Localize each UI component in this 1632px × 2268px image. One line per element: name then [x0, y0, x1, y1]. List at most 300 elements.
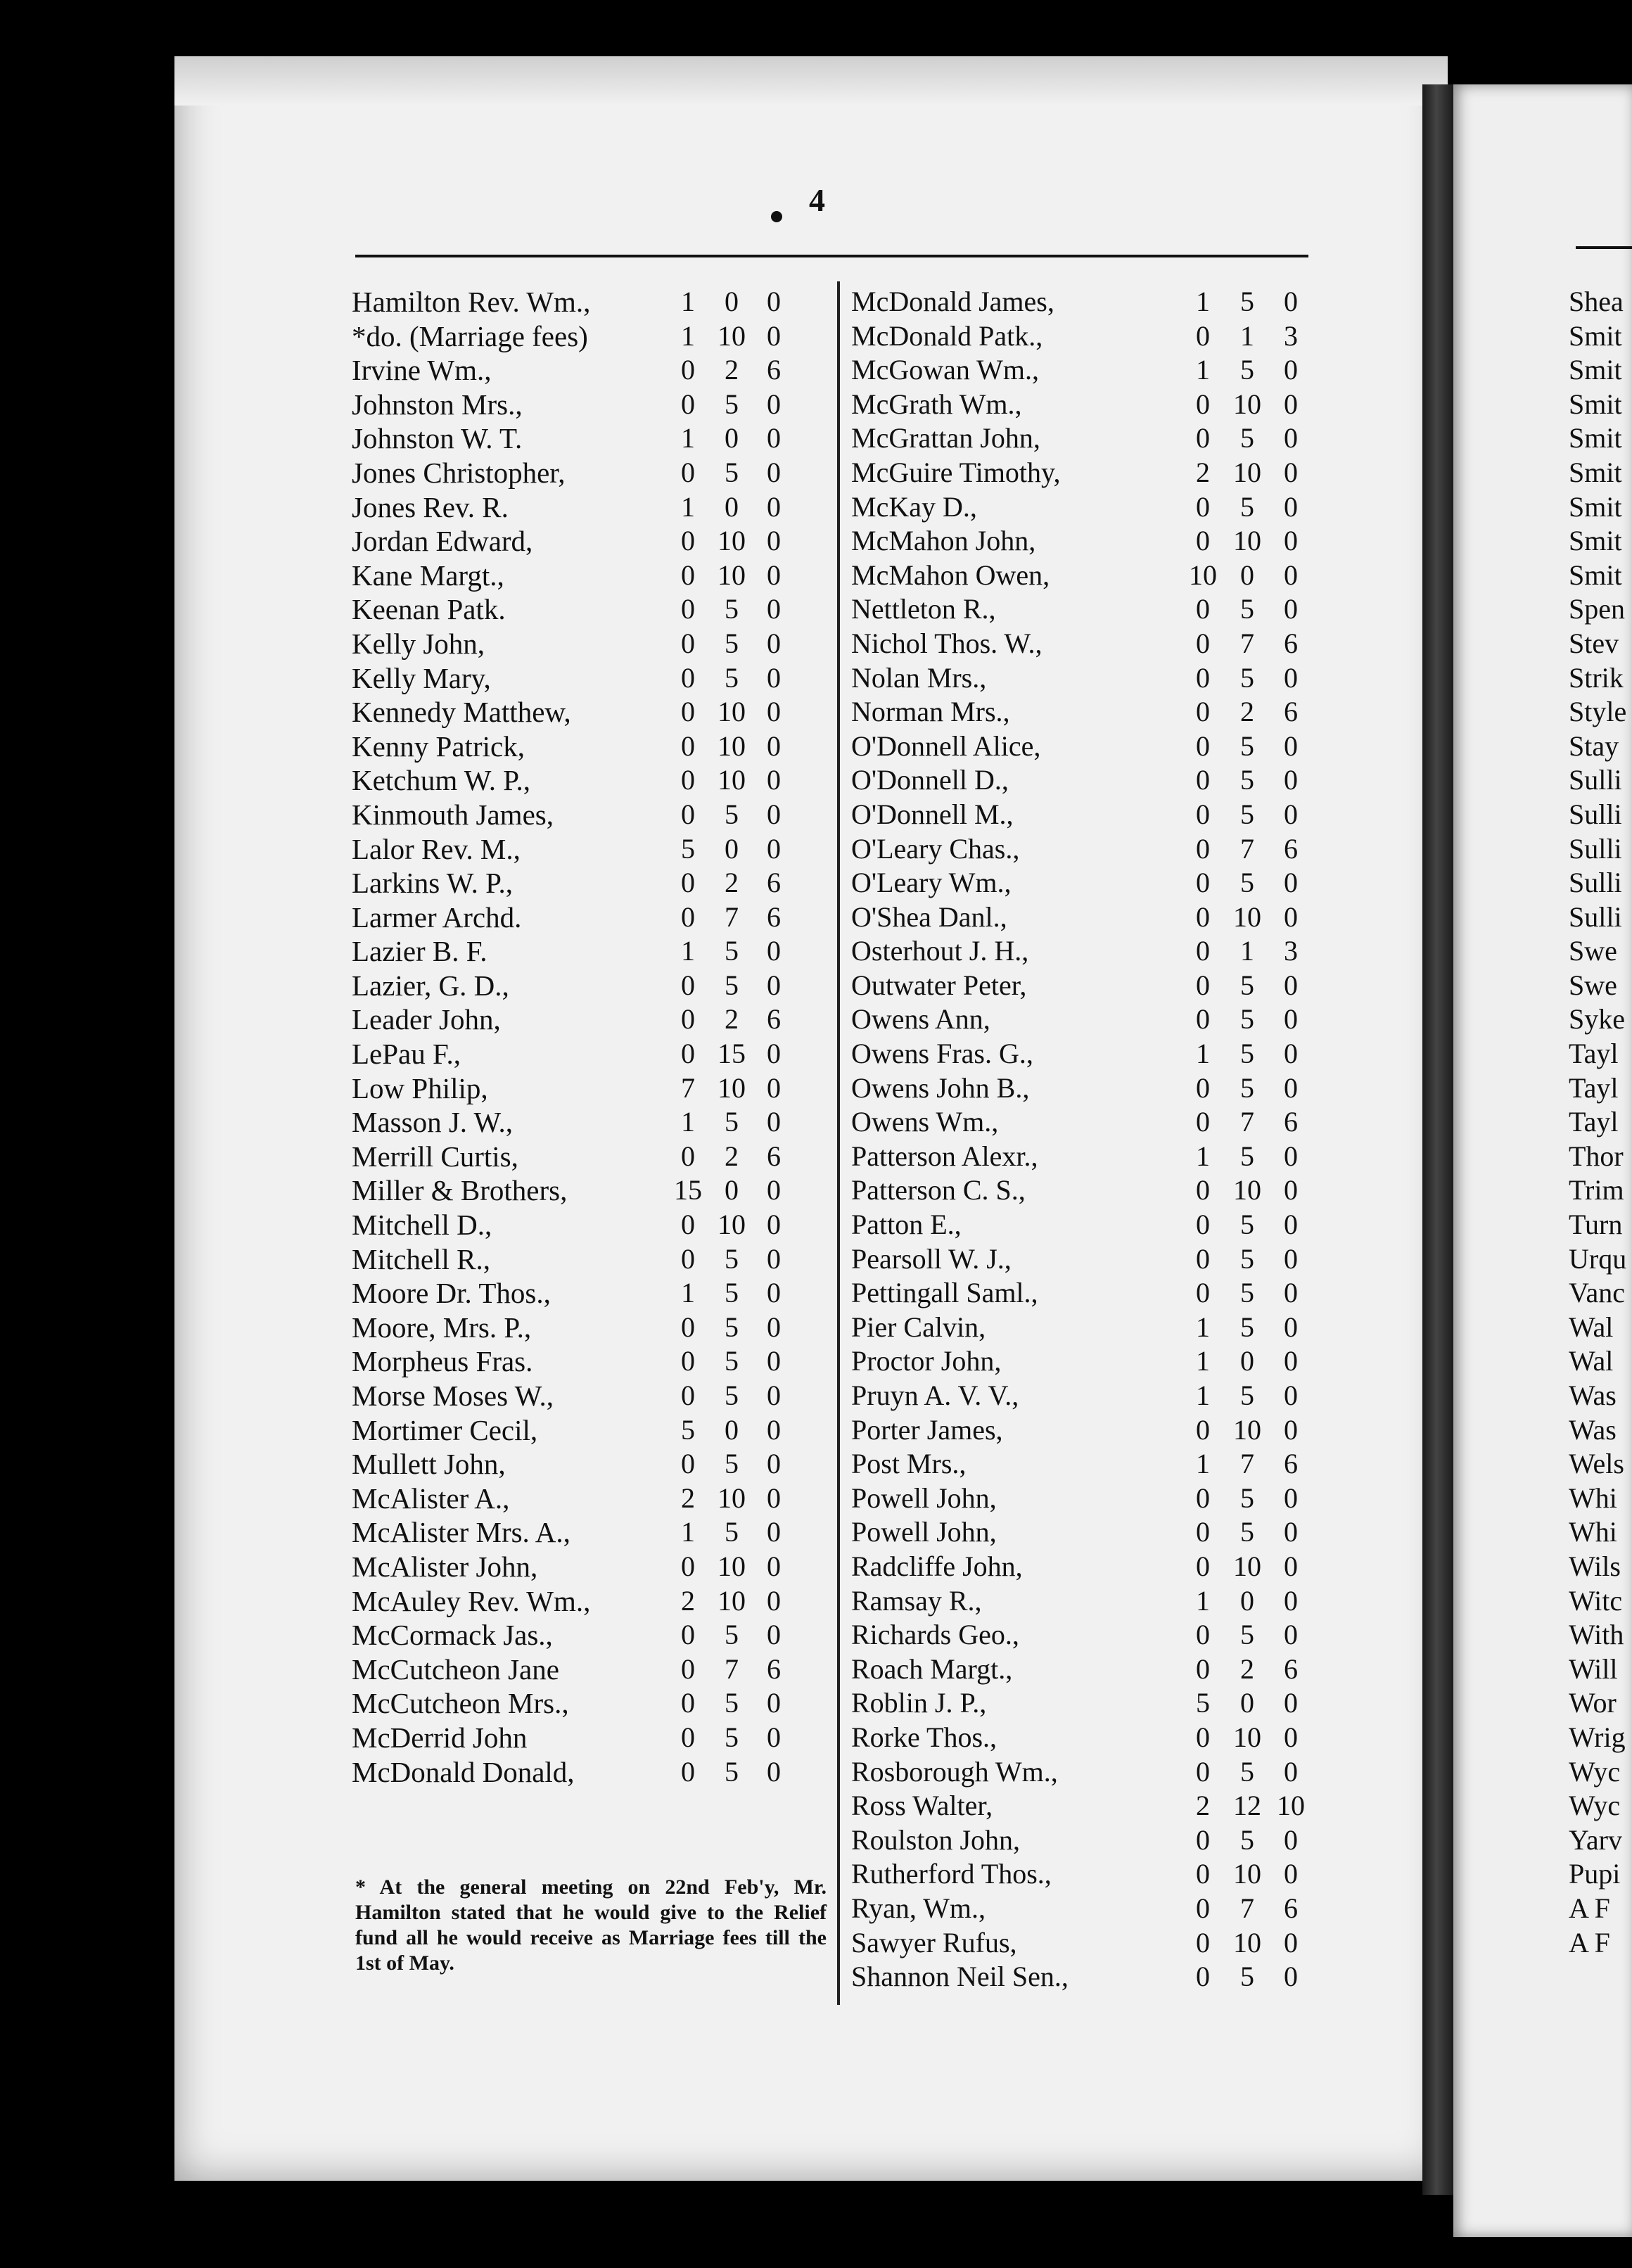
amount-pence: 6: [1284, 1106, 1298, 1138]
subscriber-name: Rosborough Wm.,: [851, 1755, 1058, 1788]
amount-pounds: 1: [1196, 1311, 1210, 1343]
amount-pence: 0: [1284, 1926, 1298, 1958]
amount-shillings: 5: [725, 1345, 739, 1377]
amount-pounds: 0: [1196, 832, 1210, 865]
amount-shillings: 5: [725, 1380, 739, 1411]
adjacent-page-fragment: Wyc: [1569, 1790, 1621, 1822]
amount-pounds: 0: [1196, 422, 1210, 454]
amount-pence: 0: [767, 627, 781, 659]
amount-pounds: 0: [681, 1380, 695, 1411]
amount-pence: 6: [1284, 1892, 1298, 1924]
amount-pounds: 1: [1196, 1584, 1210, 1617]
amount-shillings: 10: [1233, 1926, 1261, 1958]
adjacent-page-fragment: Will: [1569, 1652, 1618, 1685]
subscriber-name: Irvine Wm.,: [352, 354, 492, 387]
subscriber-name: McCormack Jas.,: [352, 1619, 553, 1652]
amount-pence: 6: [1284, 627, 1298, 659]
amount-pence: 0: [1284, 661, 1298, 694]
amount-pence: 6: [767, 1140, 781, 1172]
subscriber-name: Pettingall Saml.,: [851, 1277, 1038, 1309]
amount-pence: 0: [767, 1345, 781, 1377]
subscriber-name: Outwater Peter,: [851, 969, 1027, 1001]
amount-pounds: 0: [681, 559, 695, 591]
amount-pounds: 0: [1196, 1277, 1210, 1309]
amount-shillings: 2: [725, 867, 739, 899]
amount-pounds: 1: [1196, 1380, 1210, 1411]
adjacent-page-fragment: A F: [1569, 1892, 1610, 1924]
amount-shillings: 5: [725, 1619, 739, 1651]
amount-pounds: 5: [681, 832, 695, 865]
amount-shillings: 5: [1240, 422, 1254, 454]
subscriber-name: Kennedy Matthew,: [352, 696, 571, 729]
amount-shillings: 10: [718, 764, 746, 796]
adjacent-page-fragment: Witc: [1569, 1584, 1623, 1617]
amount-shillings: 5: [725, 1311, 739, 1343]
amount-shillings: 10: [718, 525, 746, 557]
amount-pence: 0: [767, 1687, 781, 1719]
amount-pence: 0: [1284, 1038, 1298, 1070]
amount-pounds: 1: [1196, 286, 1210, 317]
amount-pounds: 0: [1196, 1242, 1210, 1275]
amount-shillings: 5: [1240, 1242, 1254, 1275]
amount-pence: 0: [767, 1755, 781, 1788]
adjacent-page-fragment: Trim: [1569, 1174, 1624, 1206]
amount-shillings: 5: [1240, 661, 1254, 694]
ink-dot: [771, 211, 782, 222]
adjacent-page-fragment: Whi: [1569, 1482, 1617, 1514]
adjacent-page-fragment: Smit: [1569, 559, 1622, 591]
amount-shillings: 10: [718, 559, 746, 591]
adjacent-page-fragment: Urqu: [1569, 1242, 1627, 1275]
amount-pence: 0: [767, 388, 781, 420]
amount-pence: 0: [767, 969, 781, 1001]
amount-pounds: 0: [1196, 867, 1210, 899]
amount-pounds: 0: [681, 1721, 695, 1753]
amount-pounds: 0: [1196, 1516, 1210, 1548]
subscriber-name: Pearsoll W. J.,: [851, 1242, 1012, 1275]
subscriber-name: Pruyn A. V. V.,: [851, 1380, 1019, 1411]
subscriber-name: Richards Geo.,: [851, 1619, 1019, 1651]
adjacent-page-fragment: Sulli: [1569, 798, 1622, 830]
amount-pence: 0: [767, 764, 781, 796]
amount-pence: 0: [1284, 1584, 1298, 1617]
subscriber-name: Ramsay R.,: [851, 1584, 982, 1617]
subscriber-name: McAlister A.,: [352, 1482, 510, 1515]
amount-shillings: 5: [1240, 1003, 1254, 1036]
adjacent-page-fragment: Was: [1569, 1413, 1617, 1446]
footnote: * At the general meeting on 22nd Feb'y, Mr. Hamilton stated that he would give to the Relief fund all he would receive as Marriage fees till the 1st of May.: [355, 1875, 827, 1975]
amount-pence: 0: [1284, 764, 1298, 796]
amount-pence: 0: [1284, 1071, 1298, 1104]
amount-pence: 6: [767, 1652, 781, 1685]
amount-pounds: 0: [681, 900, 695, 933]
adjacent-page-fragment: Sulli: [1569, 867, 1622, 899]
subscriber-name: Owens John B.,: [851, 1071, 1030, 1104]
amount-pounds: 0: [1196, 593, 1210, 625]
subscriber-name: Osterhout J. H.,: [851, 935, 1029, 967]
subscriber-name: Johnston Mrs.,: [352, 388, 523, 421]
amount-pence: 0: [767, 935, 781, 967]
amount-pounds: 0: [681, 456, 695, 488]
amount-shillings: 5: [1240, 969, 1254, 1001]
amount-pounds: 0: [1196, 696, 1210, 728]
amount-shillings: 5: [1240, 1516, 1254, 1548]
amount-pounds: 1: [681, 1277, 695, 1309]
amount-pence: 6: [767, 867, 781, 899]
adjacent-page-fragment: Syke: [1569, 1003, 1625, 1036]
subscriber-name: Morpheus Fras.: [352, 1345, 533, 1378]
adjacent-page-fragment: Strik: [1569, 661, 1624, 694]
amount-pounds: 2: [681, 1584, 695, 1617]
subscriber-name: Jones Rev. R.: [352, 490, 509, 523]
amount-pounds: 0: [681, 1345, 695, 1377]
subscriber-name: McKay D.,: [851, 490, 977, 523]
amount-pence: 0: [767, 1584, 781, 1617]
subscriber-name: Lalor Rev. M.,: [352, 832, 521, 865]
amount-shillings: 5: [1240, 1755, 1254, 1788]
amount-pounds: 0: [681, 661, 695, 694]
subscriber-name: Kinmouth James,: [352, 798, 554, 831]
amount-pounds: 0: [1196, 1926, 1210, 1958]
amount-pounds: 0: [1196, 1174, 1210, 1206]
amount-shillings: 0: [1240, 1584, 1254, 1617]
amount-pence: 0: [1284, 559, 1298, 591]
amount-shillings: 10: [718, 1209, 746, 1241]
subscriber-name: LePau F.,: [352, 1038, 461, 1071]
amount-pounds: 0: [681, 764, 695, 796]
amount-pence: 0: [767, 1209, 781, 1241]
amount-shillings: 7: [1240, 1892, 1254, 1924]
amount-pence: 0: [767, 319, 781, 352]
subscriber-name: O'Shea Danl.,: [851, 900, 1007, 933]
amount-pounds: 0: [1196, 1823, 1210, 1856]
amount-pence: 6: [767, 900, 781, 933]
amount-pence: 0: [1284, 1721, 1298, 1753]
adjacent-page-fragment: Wrig: [1569, 1721, 1626, 1753]
adjacent-page-fragment: Thor: [1569, 1140, 1624, 1172]
amount-shillings: 5: [725, 593, 739, 625]
amount-pounds: 1: [681, 319, 695, 352]
amount-pounds: 0: [681, 1311, 695, 1343]
header-rule: [355, 255, 1308, 257]
adjacent-page-fragment: Vanc: [1569, 1277, 1625, 1309]
amount-shillings: 5: [1240, 1071, 1254, 1104]
subscriber-name: O'Donnell Alice,: [851, 730, 1041, 762]
amount-shillings: 5: [1240, 1038, 1254, 1070]
subscriber-name: Leader John,: [352, 1003, 501, 1036]
amount-shillings: 5: [1240, 354, 1254, 386]
amount-pence: 0: [1284, 1277, 1298, 1309]
amount-pence: 0: [1284, 422, 1298, 454]
amount-shillings: 5: [725, 1755, 739, 1788]
amount-pounds: 0: [1196, 935, 1210, 967]
amount-pounds: 0: [681, 798, 695, 830]
amount-shillings: 5: [725, 1516, 739, 1548]
subscriber-name: Mitchell D.,: [352, 1209, 492, 1242]
amount-pence: 0: [1284, 1413, 1298, 1446]
adjacent-page-fragment: Stev: [1569, 627, 1619, 659]
amount-pounds: 0: [1196, 1619, 1210, 1651]
amount-pence: 0: [767, 593, 781, 625]
adjacent-page-fragment: Tayl: [1569, 1071, 1619, 1104]
adjacent-page-fragment: Smit: [1569, 388, 1622, 420]
amount-pounds: 0: [681, 730, 695, 762]
amount-pence: 0: [1284, 1619, 1298, 1651]
subscriber-name: Merrill Curtis,: [352, 1140, 518, 1173]
amount-pounds: 0: [1196, 1550, 1210, 1582]
amount-pence: 0: [1284, 1209, 1298, 1241]
amount-shillings: 5: [1240, 867, 1254, 899]
amount-shillings: 7: [1240, 1448, 1254, 1480]
amount-pounds: 0: [1196, 1858, 1210, 1890]
amount-shillings: 10: [1233, 1174, 1261, 1206]
amount-shillings: 0: [725, 490, 739, 523]
amount-shillings: 7: [1240, 1106, 1254, 1138]
amount-pounds: 0: [681, 1003, 695, 1036]
subscriber-name: Radcliffe John,: [851, 1550, 1023, 1582]
amount-pence: 0: [767, 1413, 781, 1446]
subscriber-name: Keenan Patk.: [352, 593, 506, 626]
adjacent-page-fragment: Smit: [1569, 354, 1622, 386]
adjacent-page-fragment: Smit: [1569, 456, 1622, 488]
amount-pounds: 1: [1196, 1140, 1210, 1172]
amount-pence: 0: [1284, 798, 1298, 830]
adjacent-page-text: [1569, 285, 1632, 1960]
amount-shillings: 7: [725, 1652, 739, 1685]
amount-pounds: 7: [681, 1071, 695, 1104]
amount-pence: 0: [767, 696, 781, 728]
subscriber-name: Mortimer Cecil,: [352, 1413, 538, 1446]
amount-pence: 0: [1284, 900, 1298, 933]
amount-pence: 0: [767, 1071, 781, 1104]
subscriber-name: Powell John,: [851, 1482, 997, 1514]
amount-pence: 0: [767, 1550, 781, 1582]
amount-shillings: 0: [725, 1413, 739, 1446]
amount-pounds: 0: [1196, 490, 1210, 523]
adjacent-page-fragment: Wal: [1569, 1345, 1614, 1377]
amount-shillings: 0: [725, 422, 739, 454]
subscriber-name: Nettleton R.,: [851, 593, 996, 625]
amount-pounds: 0: [1196, 1721, 1210, 1753]
amount-pence: 0: [1284, 867, 1298, 899]
subscriber-name: Rutherford Thos.,: [851, 1858, 1052, 1890]
subscriber-name: O'Donnell M.,: [851, 798, 1014, 830]
subscriber-name: O'Leary Wm.,: [851, 867, 1012, 899]
subscriber-name: McDerrid John: [352, 1721, 528, 1754]
amount-pounds: 0: [1196, 1961, 1210, 1993]
subscriber-name: Roblin J. P.,: [851, 1687, 987, 1719]
amount-shillings: 5: [725, 627, 739, 659]
adjacent-page-fragment: Sulli: [1569, 764, 1622, 796]
amount-pence: 0: [1284, 1174, 1298, 1206]
amount-pounds: 0: [1196, 525, 1210, 557]
amount-shillings: 10: [1233, 1858, 1261, 1890]
amount-shillings: 0: [725, 286, 739, 317]
subscriber-name: McAuley Rev. Wm.,: [352, 1584, 591, 1617]
adjacent-page-fragment: Style: [1569, 696, 1627, 728]
amount-pounds: 1: [1196, 1345, 1210, 1377]
amount-shillings: 10: [718, 1550, 746, 1582]
amount-pounds: 5: [681, 1413, 695, 1446]
subscriber-name: McDonald James,: [851, 286, 1054, 317]
amount-pence: 0: [767, 832, 781, 865]
amount-pounds: 0: [681, 1242, 695, 1275]
amount-shillings: 2: [725, 1003, 739, 1036]
adjacent-page-fragment: Yarv: [1569, 1823, 1622, 1856]
amount-pence: 0: [767, 1106, 781, 1138]
amount-pence: 6: [1284, 1652, 1298, 1685]
amount-pounds: 0: [681, 1209, 695, 1241]
adjacent-page-rule: [1576, 246, 1632, 249]
amount-shillings: 5: [1240, 1311, 1254, 1343]
amount-shillings: 10: [1233, 1721, 1261, 1753]
amount-shillings: 2: [1240, 696, 1254, 728]
subscriber-name: Patterson C. S.,: [851, 1174, 1026, 1206]
adjacent-page-fragment: Sulli: [1569, 832, 1622, 865]
subscriber-name: Larmer Archd.: [352, 900, 522, 934]
subscriber-name: Shannon Neil Sen.,: [851, 1961, 1069, 1993]
adjacent-page-fragment: A F: [1569, 1926, 1610, 1958]
amount-pence: 0: [1284, 1345, 1298, 1377]
amount-pounds: 0: [1196, 764, 1210, 796]
amount-pounds: 0: [681, 593, 695, 625]
subscriber-name: Nichol Thos. W.,: [851, 627, 1043, 659]
amount-shillings: 5: [725, 1721, 739, 1753]
amount-shillings: 5: [1240, 1209, 1254, 1241]
amount-pounds: 10: [1189, 559, 1217, 591]
amount-pence: 0: [767, 661, 781, 694]
adjacent-page-fragment: Wal: [1569, 1311, 1614, 1343]
amount-pence: 0: [1284, 969, 1298, 1001]
subscriber-name: Roulston John,: [851, 1823, 1021, 1856]
amount-pounds: 1: [1196, 1038, 1210, 1070]
adjacent-page-fragment: Tayl: [1569, 1038, 1619, 1070]
adjacent-page-fragment: Shea: [1569, 286, 1624, 317]
amount-shillings: 0: [1240, 1687, 1254, 1719]
adjacent-page-fragment: Turn: [1569, 1209, 1623, 1241]
amount-shillings: 5: [1240, 1961, 1254, 1993]
subscriber-name: McGrath Wm.,: [851, 388, 1022, 420]
subscriber-name: Masson J. W.,: [352, 1106, 513, 1139]
amount-shillings: 5: [725, 1106, 739, 1138]
subscriber-name: Lazier B. F.: [352, 935, 487, 968]
adjacent-page-fragment: Wor: [1569, 1687, 1617, 1719]
amount-pence: 0: [767, 798, 781, 830]
amount-pence: 10: [1277, 1790, 1305, 1822]
subscriber-name: McAlister Mrs. A.,: [352, 1516, 570, 1549]
subscriber-name: Moore Dr. Thos.,: [352, 1277, 551, 1310]
amount-shillings: 10: [718, 696, 746, 728]
subscriber-name: Ryan, Wm.,: [851, 1892, 986, 1924]
amount-pounds: 0: [681, 1687, 695, 1719]
amount-pounds: 0: [1196, 1003, 1210, 1036]
subscriber-name: McDonald Donald,: [352, 1755, 575, 1788]
amount-pounds: 0: [681, 1550, 695, 1582]
amount-shillings: 5: [1240, 490, 1254, 523]
amount-shillings: 5: [1240, 1823, 1254, 1856]
amount-pence: 0: [1284, 1380, 1298, 1411]
amount-pence: 0: [1284, 1140, 1298, 1172]
amount-pence: 0: [1284, 525, 1298, 557]
amount-pence: 0: [1284, 1755, 1298, 1788]
subscriber-name: McGowan Wm.,: [851, 354, 1039, 386]
subscriber-name: Roach Margt.,: [851, 1652, 1013, 1685]
subscriber-name: Ketchum W. P.,: [352, 764, 530, 797]
adjacent-page-fragment: Smit: [1569, 319, 1622, 352]
subscriber-name: Sawyer Rufus,: [851, 1926, 1017, 1958]
amount-pounds: 5: [1196, 1687, 1210, 1719]
adjacent-page-fragment: Smit: [1569, 490, 1622, 523]
subscriber-name: Patterson Alexr.,: [851, 1140, 1038, 1172]
amount-shillings: 5: [1240, 1380, 1254, 1411]
amount-shillings: 0: [1240, 559, 1254, 591]
subscriber-name: Porter James,: [851, 1413, 1003, 1446]
amount-pence: 0: [1284, 456, 1298, 488]
amount-pounds: 0: [681, 696, 695, 728]
amount-pounds: 0: [681, 1038, 695, 1070]
amount-pounds: 0: [1196, 1652, 1210, 1685]
amount-pence: 0: [1284, 1242, 1298, 1275]
amount-pence: 0: [767, 1448, 781, 1480]
adjacent-page-fragment: Smit: [1569, 525, 1622, 557]
amount-pence: 0: [767, 1619, 781, 1651]
amount-shillings: 2: [725, 354, 739, 386]
amount-shillings: 7: [1240, 832, 1254, 865]
adjacent-page-fragment: Sulli: [1569, 900, 1622, 933]
amount-shillings: 10: [718, 319, 746, 352]
subscriber-name: Jones Christopher,: [352, 456, 566, 489]
adjacent-page-fragment: Swe: [1569, 969, 1617, 1001]
amount-shillings: 0: [725, 1174, 739, 1206]
amount-pounds: 0: [1196, 388, 1210, 420]
amount-pence: 6: [1284, 696, 1298, 728]
amount-pounds: 0: [1196, 319, 1210, 352]
amount-pounds: 0: [1196, 1755, 1210, 1788]
amount-pence: 0: [1284, 286, 1298, 317]
amount-shillings: 5: [1240, 1277, 1254, 1309]
amount-pounds: 2: [1196, 456, 1210, 488]
amount-shillings: 5: [1240, 593, 1254, 625]
amount-shillings: 5: [725, 1687, 739, 1719]
amount-shillings: 5: [725, 388, 739, 420]
amount-pounds: 0: [681, 969, 695, 1001]
amount-pounds: 0: [681, 1755, 695, 1788]
amount-pence: 0: [767, 1516, 781, 1548]
amount-pounds: 0: [681, 867, 695, 899]
adjacent-page-fragment: Whi: [1569, 1516, 1617, 1548]
amount-shillings: 0: [1240, 1345, 1254, 1377]
subscriber-name: Morse Moses W.,: [352, 1380, 554, 1412]
subscriber-name: Owens Wm.,: [851, 1106, 999, 1138]
subscriber-name: Moore, Mrs. P.,: [352, 1311, 532, 1344]
amount-pounds: 0: [1196, 1106, 1210, 1138]
amount-pence: 0: [767, 422, 781, 454]
amount-pounds: 1: [681, 935, 695, 967]
amount-pounds: 0: [1196, 1413, 1210, 1446]
amount-pounds: 2: [1196, 1790, 1210, 1822]
amount-pounds: 1: [681, 490, 695, 523]
amount-pounds: 1: [1196, 1448, 1210, 1480]
amount-pounds: 0: [681, 354, 695, 386]
subscriber-name: McMahon John,: [851, 525, 1036, 557]
amount-shillings: 15: [718, 1038, 746, 1070]
amount-shillings: 5: [1240, 730, 1254, 762]
amount-pence: 6: [767, 1003, 781, 1036]
amount-shillings: 10: [1233, 1550, 1261, 1582]
amount-pence: 0: [1284, 1823, 1298, 1856]
amount-pounds: 0: [681, 525, 695, 557]
subscriber-name: Pier Calvin,: [851, 1311, 986, 1343]
